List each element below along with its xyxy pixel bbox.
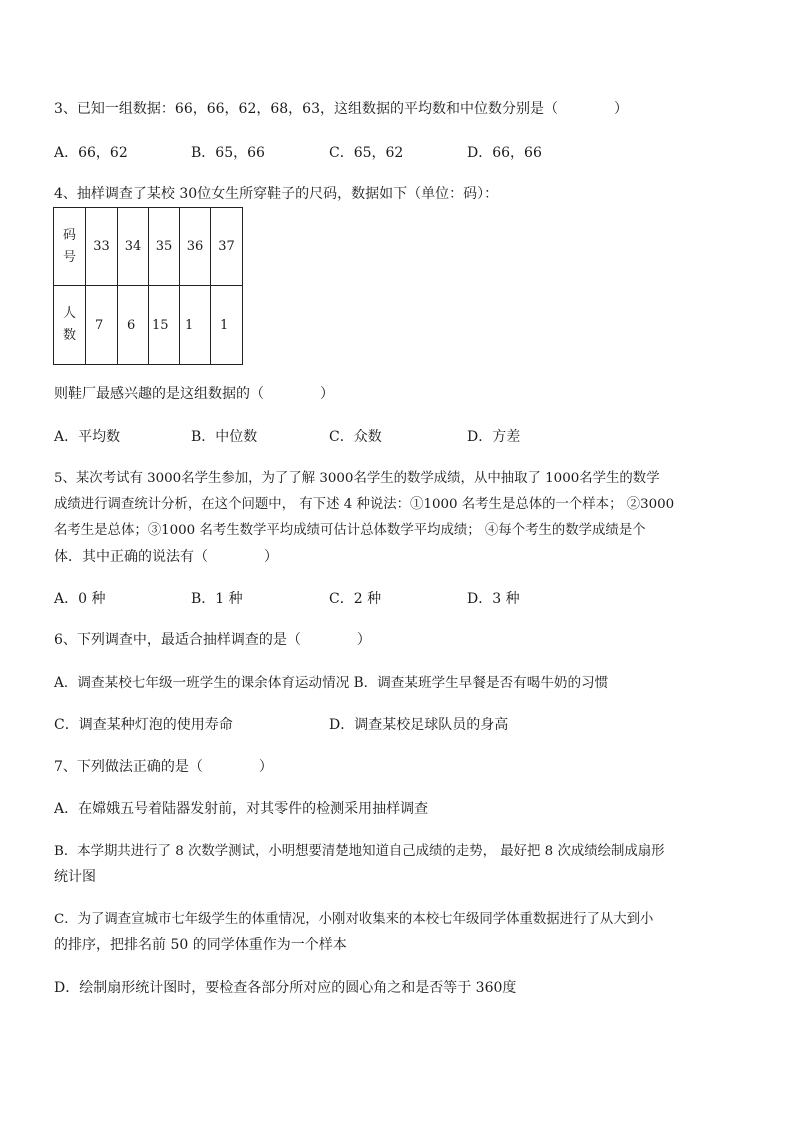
q4-stem: 4、抽样调查了某校 30位女生所穿鞋子的尺码，数据如下（单位：码）： [54,186,499,202]
q7-stem: 7、下列做法正确的是（ ） [54,759,273,775]
q5-line-1: 5、某次考试有 3000名学生参加，为了了解 3000名学生的数学成绩，从中抽取了 1000名学生的数学 [54,471,660,486]
table-cell: 6 [118,286,149,365]
q3-option-c: C．65，62 [329,145,404,161]
q5-line-4: 体．其中正确的说法有（ ） [54,549,278,565]
q4-option-b: B．中位数 [191,429,258,445]
q7-option-d: D．绘制扇形统计图时，要检查各部分所对应的圆心角之和是否等于 360度 [54,980,517,996]
q4-option-a: A．平均数 [54,429,121,445]
q4-option-c: C．众数 [329,429,382,445]
q7-option-b-line-1: B．本学期共进行了 8 次数学测试，小明想要清楚地知道自己成绩的走势， 最好把 8 次成绩绘制成扇形 [54,844,665,859]
q7-option-b-line-2: 统计图 [54,869,96,885]
q5-line-3: 名考生是总体；③1000 名考生数学平均成绩可估计总体数学平均成绩； ④每个考生的数学成绩是个 [54,523,646,538]
q5-option-b: B．1 种 [191,591,243,607]
header-char: 数 [62,328,76,343]
q5-option-c: C．2 种 [329,591,382,607]
q6-stem: 6、下列调查中，最适合抽样调查的是（ ） [54,632,371,648]
q7-option-c-line-1: C．为了调查宣城市七年级学生的体重情况，小刚对收集来的本校七年级同学体重数据进行了从大到小 [54,912,654,927]
table-cell: 37 [211,208,243,286]
q5-option-d: D．3 种 [467,591,520,607]
table-cell: 1 [180,286,211,365]
q7-option-c-line-2: 的排序，把排名前 50 的同学体重作为一个样本 [54,937,347,953]
table-cell: 15 [149,286,180,365]
table-cell: 34 [118,208,149,286]
header-char: 号 [62,249,76,265]
q7-option-a: A．在嫦娥五号着陆器发射前，对其零件的检测采用抽样调查 [54,801,429,817]
table-header-cell [54,208,86,286]
q4-question: 则鞋厂最感兴趣的是这组数据的（ ） [54,386,334,402]
q3-option-a: A．66，62 [54,145,128,161]
q3-stem: 3、已知一组数据：66，66，62，68，63，这组数据的平均数和中位数分别是（ ） [54,101,628,117]
table-cell: 33 [86,208,118,286]
q3-option-b: B．65，66 [191,145,265,161]
shoe-size-table [53,207,243,365]
q6-options-ab: A．调查某校七年级一班学生的课余体育运动情况 B．调查某班学生早餐是否有喝牛奶的习惯 [54,675,609,691]
table-cell: 36 [180,208,211,286]
q6-option-d: D．调查某校足球队员的身高 [329,717,509,733]
q6-option-c: C．调查某种灯泡的使用寿命 [54,717,233,733]
q4-option-d: D．方差 [467,429,521,445]
table-row [54,208,243,286]
header-char: 码 [62,227,76,243]
table-cell: 7 [86,286,118,365]
table-cell: 1 [211,286,243,365]
header-char: 人 [62,306,76,321]
q5-line-2: 成绩进行调查统计分析，在这个问题中， 有下述 4 种说法：①1000 名考生是总体的一个样本； ②3000 [54,497,675,512]
q3-option-d: D．66，66 [467,145,542,161]
table-header-cell [54,286,86,365]
table-cell: 35 [149,208,180,286]
q5-option-a: A．0 种 [54,591,106,607]
table-row [54,286,243,365]
